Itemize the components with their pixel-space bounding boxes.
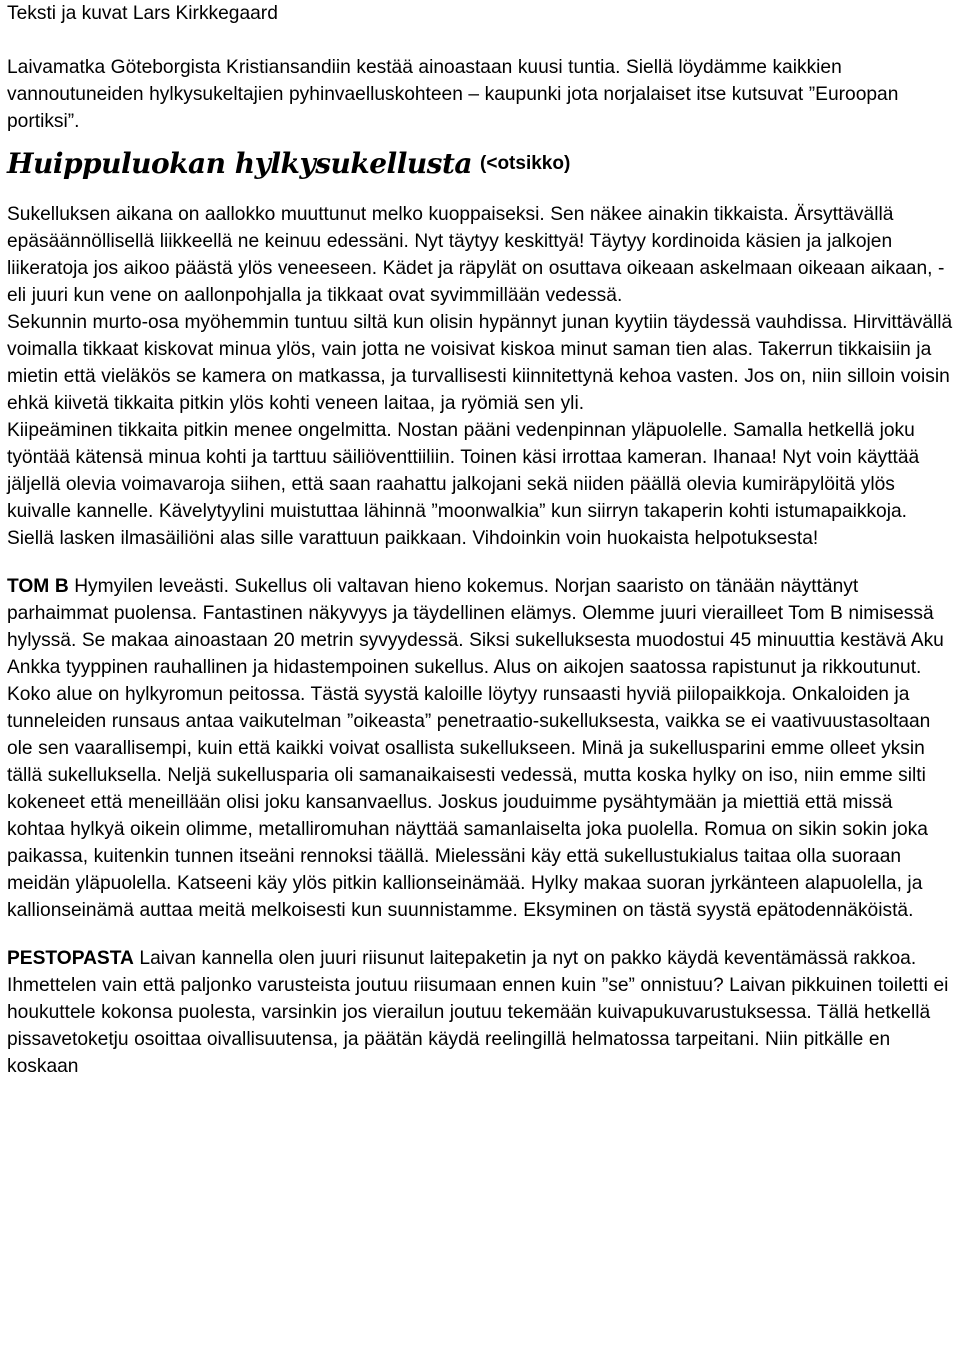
tom-b-lead: TOM B: [7, 576, 69, 597]
spacer: [7, 552, 953, 573]
pestopasta-text: Laivan kannella olen juuri riisunut laitepaketin ja nyt on pakko käydä keventämässä rakkoa. Ihmettelen vain että paljonko varusteista joutuu riisumaan ennen kuin ”se” onnistuu? Laivan pikkuinen toiletti ei houkuttele kokonsa puolesta, varsinkin jos vierailun joutuu tekemään kuivapukuvarustuksessa. Tällä hetkellä pissavetoketju osoittaa oivallisuutensa, ja päätän käydä reelingillä helmatossa tarpeitani. Niin pitkälle en koskaan: [7, 948, 949, 1077]
pestopasta-lead: PESTOPASTA: [7, 948, 134, 969]
pestopasta-section: [7, 945, 953, 1080]
heading-row: [7, 135, 953, 191]
heading-note: (<otsikko): [480, 152, 571, 174]
spacer: [7, 924, 953, 945]
intro-paragraph: Laivamatka Göteborgista Kristiansandiin kestää ainoastaan kuusi tuntia. Siellä löydämme kaikkien vannoutuneiden hylkysukeltajien pyhinvaelluskohteen – kaupunki jota norjalaiset itse kutsuvat ”Euroopan portiksi”.: [7, 57, 899, 132]
article: [7, 0, 953, 1080]
body-paragraph-1: Sukelluksen aikana on aallokko muuttunut melko kuoppaiseksi. Sen näkee ainakin tikkaista. Ärsyttävällä epäsäännöllisellä liikkeellä ne keinuu edessäni. Nyt täytyy keskittyä! Täytyy kordinoida käsien ja jalkojen liikeratoja jos aikoo päästä ylös veneeseen. Kädet ja räpylät on osuttava oikeaan askelmaan oikeaan aikaan, - eli juuri kun vene on aallonpohjalla ja tikkaat ovat syvimmillään vedessä.: [7, 204, 945, 306]
spacer: [7, 191, 953, 201]
byline: Teksti ja kuvat Lars Kirkkegaard: [7, 3, 278, 24]
tom-b-text: Hymyilen leveästi. Sukellus oli valtavan hieno kokemus. Norjan saaristo on tänään näyttänyt parhaimmat puolensa. Fantastinen näkyvyys ja täydellinen elämys. Olemme juuri vierailleet Tom B nimisessä hylyssä. Se makaa ainoastaan 20 metrin syvyydessä. Siksi sukelluksesta muodostui 45 minuuttia kestävä Aku Ankka tyyppinen rauhallinen ja hidastempoinen sukellus. Alus on aikojen saatossa rapistunut ja rikkoutunut. Koko alue on hylkyromun peitossa. Tästä syystä kaloille löytyy runsaasti hyviä piilopaikkoja. Onkaloiden ja tunneleiden runsaus antaa vaikutelman ”oikeasta” penetraatio-sukelluksesta, vaikka se ei vaativuustasoltaan ole sen vaarallisempi, kuin että kaikki voivat osallista sukellukseen. Minä ja sukellusparini emme olleet yksin tällä sukelluksella. Neljä sukellusparia oli samanaikaisesti vedessä, mutta koska hylky on iso, niin emme silti kokeneet että meneillään olisi joku kansanvaellus. Joskus jouduimme pysähtymään ja miettiä että missä kohtaa hylkyä oikein olimme, metalliromuhan näyttää samanlaiselta joka puolella. Romua on sikin sokin joka paikassa, kuitenkin tunnen itseäni rennoksi täällä. Mielessäni käy että sukellustukialus taitaa olla suoraan meidän yläpuolella. Katseeni käy ylös pitkin kallionseinämää. Hylky makaa suoran jyrkänteen alapuolella, ja kallionseinämä auttaa meitä melkoisesti kun suunnistamme. Eksyminen on tästä syystä epätodennäköistä.: [7, 576, 944, 921]
spacer: [7, 27, 953, 54]
article-heading: Huippuluokan hylkysukellusta: [7, 146, 473, 180]
body-paragraph-3: Kiipeäminen tikkaita pitkin menee ongelmitta. Nostan pääni vedenpinnan yläpuolelle. Samalla hetkellä joku työntää kätensä minua kohti ja tarttuu säiliöventtiiliin. Toinen käsi irrottaa kameran. Ihanaa! Nyt voin käyttää jäljellä olevia voimavaroja siihen, että saan raahattu jalkojani sekä niiden päällä olevia kumiräpylöitä ylös kuivalle kannelle. Kävelytyylini muistuttaa lähinnä ”moonwalkia” kun siirryn takaperin kohti istumapaikkoja. Siellä lasken ilmasäiliöni alas sille varattuun paikkaan. Vihdoinkin voin huokaista helpotuksesta!: [7, 420, 920, 549]
body-paragraph-2: Sekunnin murto-osa myöhemmin tuntuu siltä kun olisin hypännyt junan kyytiin täydessä vauhdissa. Hirvittävällä voimalla tikkaat kiskovat minua ylös, vain jotta ne voisivat kiskoa minut saman tien alas. Takerrun tikkaisiin ja mietin että vieläkös se kamera on matkassa, ja turvallisesti kiinnitettynä kehoa vasten. Jos on, niin silloin voisin ehkä kiivetä tikkaita pitkin ylös kohti veneen laitaa, ja ryömiä sen yli.: [7, 312, 953, 414]
tom-b-section: [7, 573, 953, 924]
